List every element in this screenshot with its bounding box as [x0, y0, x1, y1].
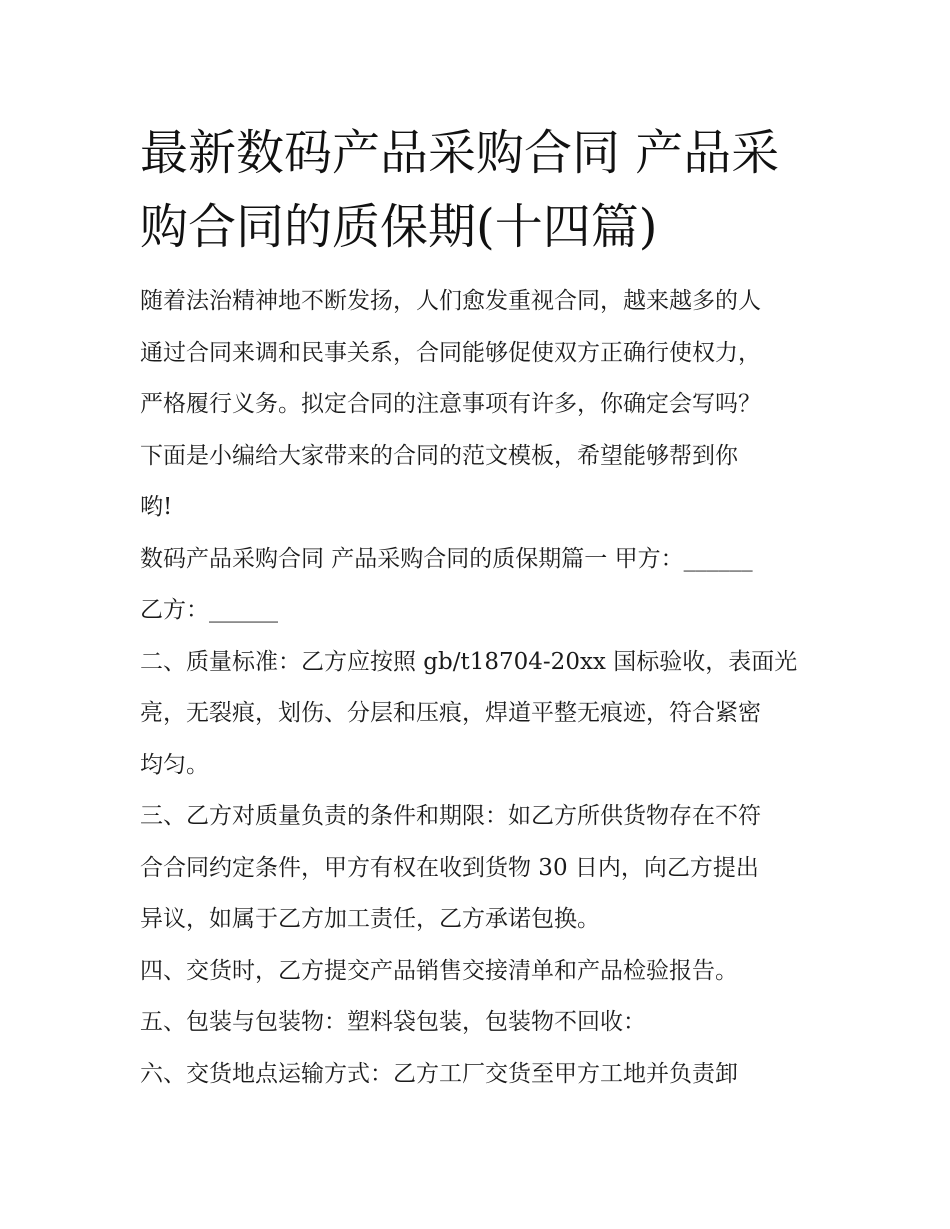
- clause-line: 合合同约定条件，甲方有权在收到货物 30 日内，向乙方提出: [140, 854, 759, 881]
- section-heading-line: 数码产品采购合同 产品采购合同的质保期篇一 甲方：______: [140, 545, 753, 572]
- title-line-2: 购合同的质保期(十四篇): [140, 199, 658, 255]
- title-line-1: 最新数码产品采购合同 产品采: [140, 125, 780, 181]
- document-body: [140, 276, 820, 1100]
- clause-line: 四、交货时，乙方提交产品销售交接清单和产品检验报告。: [140, 957, 738, 984]
- body-line: 哟!: [140, 494, 173, 520]
- clause-line: 均匀。: [140, 751, 209, 778]
- body-line: 通过合同来调和民事关系，合同能够促使双方正确行使权力，: [140, 339, 761, 366]
- clause-line: 三、乙方对质量负责的条件和期限：如乙方所供货物存在不符: [140, 803, 761, 829]
- body-line: 下面是小编给大家带来的合同的范文模板，希望能够帮到你: [140, 442, 738, 469]
- clause-line: 六、交货地点运输方式：乙方工厂交货至甲方工地并负责卸: [140, 1060, 738, 1087]
- body-line: 乙方：______: [140, 597, 278, 623]
- clause-line: 五、包装与包装物：塑料袋包装，包装物不回收：: [140, 1009, 646, 1035]
- clause-line: 异议，如属于乙方加工责任，乙方承诺包换。: [140, 906, 600, 932]
- clause-line: 二、质量标准：乙方应按照 gb/t18704-20xx 国标验收，表面光: [140, 648, 798, 675]
- body-line: 随着法治精神地不断发扬，人们愈发重视合同，越来越多的人: [140, 288, 761, 314]
- document-title: [140, 116, 820, 264]
- clause-line: 亮，无裂痕，划伤、分层和压痕，焊道平整无痕迹，符合紧密: [140, 700, 761, 726]
- body-line: 严格履行义务。拟定合同的注意事项有许多，你确定会写吗？: [140, 391, 761, 417]
